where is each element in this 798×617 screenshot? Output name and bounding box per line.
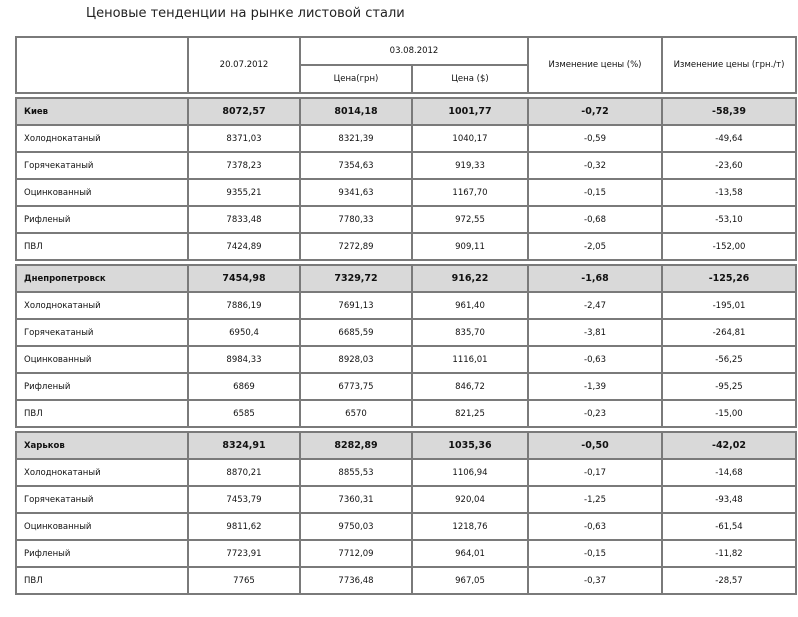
header-change-abs: Изменение цены (грн./т) <box>662 37 796 93</box>
cell-price-uah: 7272,89 <box>300 233 412 260</box>
cell-price-uah: 8014,18 <box>300 98 412 125</box>
cell-price-usd: 1106,94 <box>412 459 528 486</box>
product-row <box>16 179 796 206</box>
cell-price-usd: 920,04 <box>412 486 528 513</box>
cell-price-usd: 909,11 <box>412 233 528 260</box>
cell-change-abs: -53,10 <box>662 206 796 233</box>
cell-change-abs: -125,26 <box>662 265 796 292</box>
cell-price-usd: 919,33 <box>412 152 528 179</box>
cell-price-date1: 8072,57 <box>188 98 300 125</box>
cell-price-uah: 9341,63 <box>300 179 412 206</box>
cell-price-date1: 9355,21 <box>188 179 300 206</box>
cell-price-usd: 846,72 <box>412 373 528 400</box>
row-label: Оцинкованный <box>16 346 188 373</box>
row-label: Холоднокатаный <box>16 125 188 152</box>
cell-change-abs: -93,48 <box>662 486 796 513</box>
cell-change-pct: -0,17 <box>528 459 662 486</box>
cell-price-date1: 6585 <box>188 400 300 427</box>
row-label: Рифленый <box>16 373 188 400</box>
cell-change-abs: -152,00 <box>662 233 796 260</box>
row-label: Горячекатаный <box>16 319 188 346</box>
cell-change-abs: -56,25 <box>662 346 796 373</box>
product-row <box>16 540 796 567</box>
cell-price-date1: 8371,03 <box>188 125 300 152</box>
cell-change-pct: -2,47 <box>528 292 662 319</box>
cell-price-uah: 7691,13 <box>300 292 412 319</box>
cell-price-usd: 1001,77 <box>412 98 528 125</box>
product-row <box>16 567 796 594</box>
row-label: ПВЛ <box>16 567 188 594</box>
cell-price-date1: 7454,98 <box>188 265 300 292</box>
cell-change-abs: -28,57 <box>662 567 796 594</box>
cell-price-uah: 8282,89 <box>300 432 412 459</box>
cell-change-abs: -14,68 <box>662 459 796 486</box>
cell-price-uah: 7736,48 <box>300 567 412 594</box>
cell-change-abs: -42,02 <box>662 432 796 459</box>
cell-change-abs: -49,64 <box>662 125 796 152</box>
row-label: Горячекатаный <box>16 152 188 179</box>
header-date-2: 03.08.2012 <box>300 37 528 65</box>
row-label: Рифленый <box>16 206 188 233</box>
row-label: Днепропетровск <box>16 265 188 292</box>
cell-price-date1: 8870,21 <box>188 459 300 486</box>
cell-price-usd: 972,55 <box>412 206 528 233</box>
row-label: Киев <box>16 98 188 125</box>
cell-price-usd: 1040,17 <box>412 125 528 152</box>
product-row <box>16 373 796 400</box>
cell-price-uah: 7360,31 <box>300 486 412 513</box>
cell-change-pct: -0,37 <box>528 567 662 594</box>
cell-change-pct: -0,23 <box>528 400 662 427</box>
cell-price-usd: 1167,70 <box>412 179 528 206</box>
cell-change-pct: -0,63 <box>528 346 662 373</box>
product-row <box>16 319 796 346</box>
product-row <box>16 486 796 513</box>
row-label: Горячекатаный <box>16 486 188 513</box>
cell-price-uah: 6570 <box>300 400 412 427</box>
cell-price-uah: 7354,63 <box>300 152 412 179</box>
cell-price-uah: 7329,72 <box>300 265 412 292</box>
cell-change-pct: -2,05 <box>528 233 662 260</box>
cell-price-usd: 1116,01 <box>412 346 528 373</box>
row-label: Холоднокатаный <box>16 459 188 486</box>
product-row <box>16 206 796 233</box>
city-row <box>16 98 796 125</box>
row-label: ПВЛ <box>16 400 188 427</box>
cell-price-uah: 6773,75 <box>300 373 412 400</box>
city-row <box>16 432 796 459</box>
header-date-1: 20.07.2012 <box>188 37 300 93</box>
cell-price-date1: 7886,19 <box>188 292 300 319</box>
product-row <box>16 125 796 152</box>
product-row <box>16 346 796 373</box>
row-label: Холоднокатаный <box>16 292 188 319</box>
cell-change-pct: -1,39 <box>528 373 662 400</box>
cell-price-date1: 7378,23 <box>188 152 300 179</box>
cell-price-usd: 821,25 <box>412 400 528 427</box>
cell-price-uah: 8928,03 <box>300 346 412 373</box>
cell-change-pct: -0,68 <box>528 206 662 233</box>
cell-price-uah: 8321,39 <box>300 125 412 152</box>
cell-change-abs: -13,58 <box>662 179 796 206</box>
cell-change-abs: -15,00 <box>662 400 796 427</box>
cell-change-abs: -58,39 <box>662 98 796 125</box>
cell-change-abs: -95,25 <box>662 373 796 400</box>
header-price-usd: Цена ($) <box>412 65 528 93</box>
row-label: Оцинкованный <box>16 513 188 540</box>
header-price-uah: Цена(грн) <box>300 65 412 93</box>
cell-change-pct: -0,32 <box>528 152 662 179</box>
product-row <box>16 400 796 427</box>
cell-change-abs: -61,54 <box>662 513 796 540</box>
cell-change-abs: -23,60 <box>662 152 796 179</box>
row-label: Оцинкованный <box>16 179 188 206</box>
cell-price-usd: 1218,76 <box>412 513 528 540</box>
cell-price-usd: 835,70 <box>412 319 528 346</box>
header-empty-cell <box>16 37 188 93</box>
cell-price-date1: 7453,79 <box>188 486 300 513</box>
header-change-pct: Изменение цены (%) <box>528 37 662 93</box>
cell-price-date1: 9811,62 <box>188 513 300 540</box>
cell-change-abs: -11,82 <box>662 540 796 567</box>
cell-price-date1: 6950,4 <box>188 319 300 346</box>
cell-change-pct: -0,63 <box>528 513 662 540</box>
cell-change-pct: -0,72 <box>528 98 662 125</box>
row-label: Харьков <box>16 432 188 459</box>
city-row <box>16 265 796 292</box>
cell-price-usd: 964,01 <box>412 540 528 567</box>
cell-change-pct: -0,15 <box>528 179 662 206</box>
cell-price-uah: 6685,59 <box>300 319 412 346</box>
cell-price-uah: 9750,03 <box>300 513 412 540</box>
product-row <box>16 233 796 260</box>
cell-price-date1: 7765 <box>188 567 300 594</box>
cell-price-uah: 7780,33 <box>300 206 412 233</box>
cell-price-usd: 967,05 <box>412 567 528 594</box>
cell-change-pct: -1,25 <box>528 486 662 513</box>
cell-price-usd: 1035,36 <box>412 432 528 459</box>
product-row <box>16 513 796 540</box>
price-table <box>15 36 797 595</box>
row-label: Рифленый <box>16 540 188 567</box>
cell-change-pct: -3,81 <box>528 319 662 346</box>
cell-price-date1: 8324,91 <box>188 432 300 459</box>
cell-change-pct: -0,50 <box>528 432 662 459</box>
cell-change-pct: -0,15 <box>528 540 662 567</box>
product-row <box>16 459 796 486</box>
cell-price-date1: 7723,91 <box>188 540 300 567</box>
cell-change-abs: -195,01 <box>662 292 796 319</box>
product-row <box>16 152 796 179</box>
cell-price-date1: 6869 <box>188 373 300 400</box>
cell-price-usd: 916,22 <box>412 265 528 292</box>
row-label: ПВЛ <box>16 233 188 260</box>
cell-price-usd: 961,40 <box>412 292 528 319</box>
cell-price-date1: 8984,33 <box>188 346 300 373</box>
cell-change-abs: -264,81 <box>662 319 796 346</box>
cell-price-uah: 7712,09 <box>300 540 412 567</box>
cell-price-uah: 8855,53 <box>300 459 412 486</box>
product-row <box>16 292 796 319</box>
cell-price-date1: 7833,48 <box>188 206 300 233</box>
cell-change-pct: -1,68 <box>528 265 662 292</box>
cell-price-date1: 7424,89 <box>188 233 300 260</box>
page-title: Ценовые тенденции на рынке листовой стали <box>86 6 405 21</box>
cell-change-pct: -0,59 <box>528 125 662 152</box>
